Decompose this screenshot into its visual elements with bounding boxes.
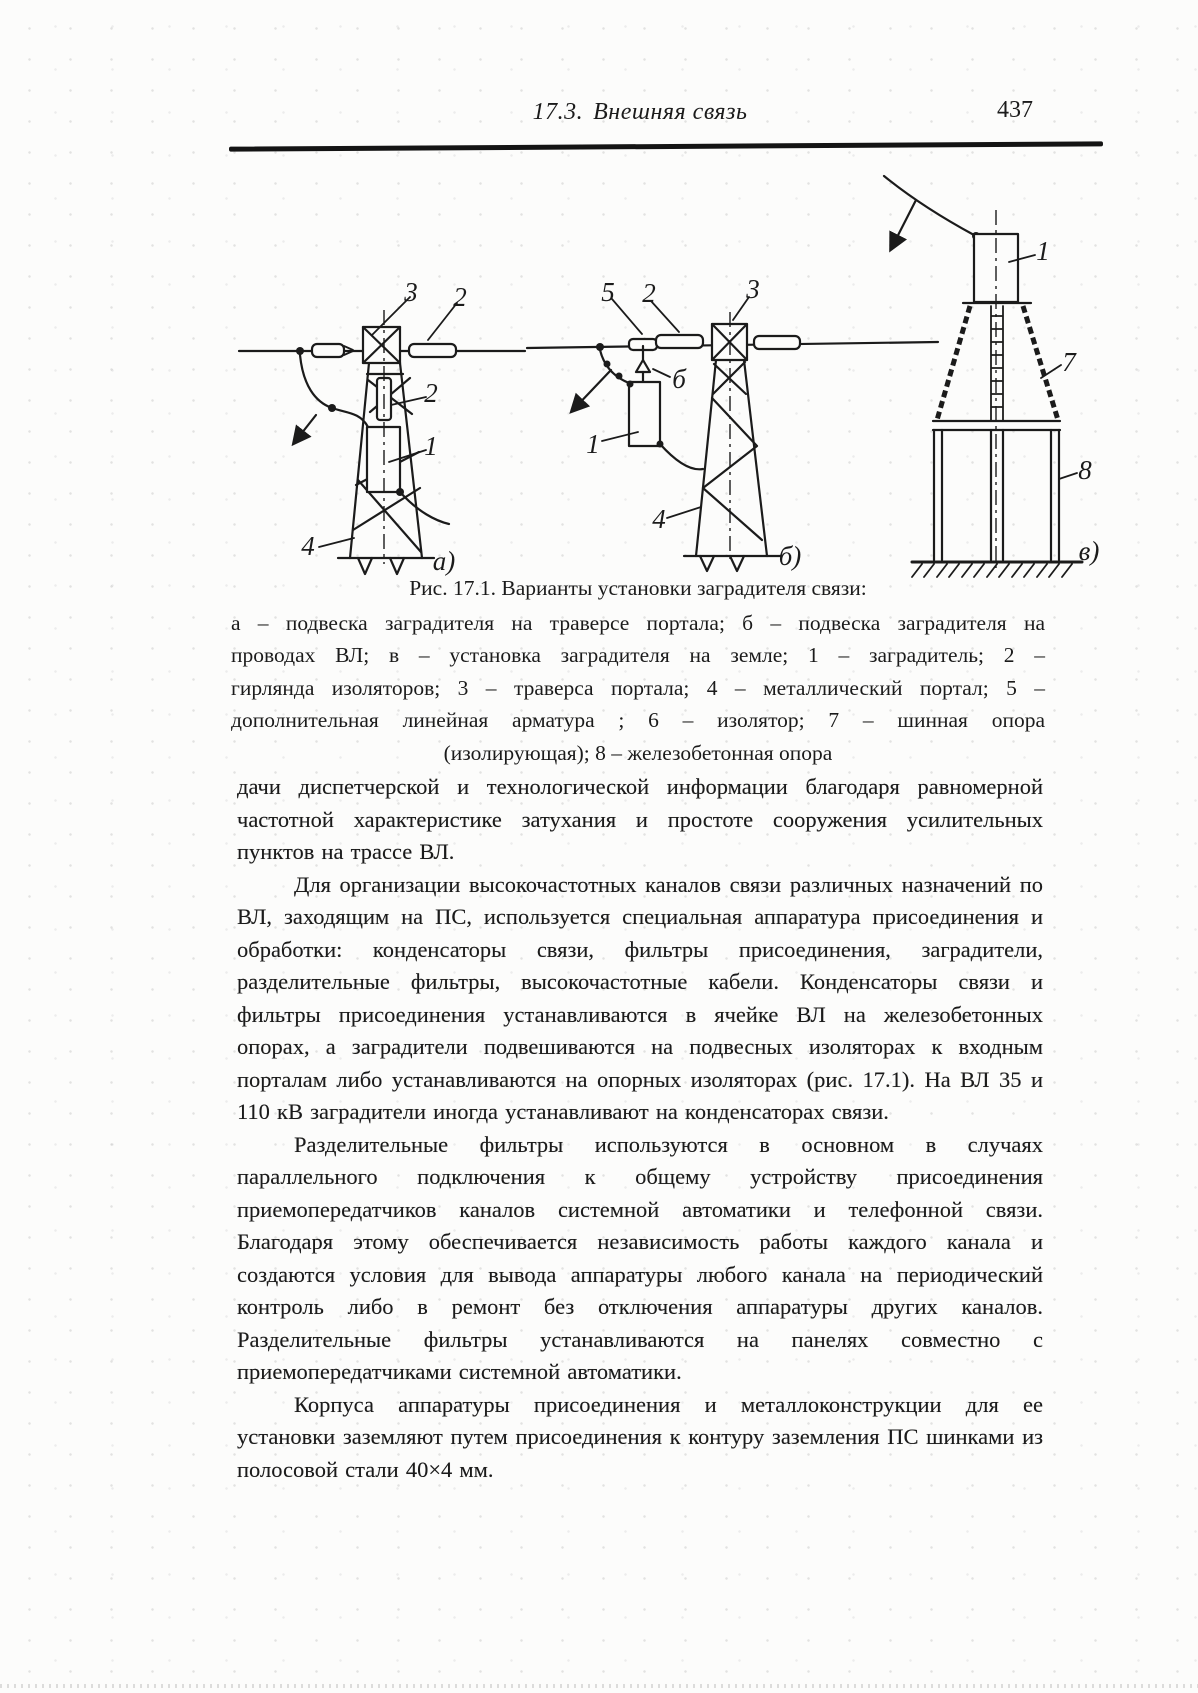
drawing-variant-a [239,297,525,574]
figure-label: 5 [601,277,615,307]
figure-caption-line: гирлянда изоляторов; 3 – траверса портала; 4 – металлический портал; 5 – [231,675,1045,700]
break-marks [700,556,744,571]
insulator-left [312,344,344,357]
body-paragraph: дачи диспетчерской и технологической информации благодаря равномерной частотной характеристике затухания и простоте сооружения усилительных пунктов на трассе ВЛ. [237,774,1043,864]
figure-label: 3 [746,274,760,304]
page-number: 437 [997,97,1033,123]
body-paragraph: Разделительные фильтры используются в основном в случаях параллельного подключения к общему устройству присоединения приемопередатчиков каналов системной автоматики и телефонной связи. Благодаря этому обеспечивается независимость работы каждого канала и создаются условия для вывода аппаратуры любого канала на периодический контроль либо в ремонт без отключения аппаратуры других каналов. Разделительные фильтры устанавливаются на панелях совместно с приемопередатчиками системной автоматики. [237,1131,1043,1384]
bus-support-right [1023,306,1058,420]
variant-a-label: а) [432,546,456,576]
line-trap-box [629,382,660,446]
insulator-left [656,335,703,348]
figure-label: 4 [301,531,315,561]
tower-lattice [703,362,762,540]
bus-support-left [937,306,970,420]
direction-arrow [891,200,916,249]
figure-label: 1 [586,429,600,459]
variant-v-label: в) [1078,536,1100,566]
insulator-right [754,336,800,349]
figure-label: 2 [424,378,438,408]
figure-label: 7 [1062,347,1076,377]
figure-caption-title: Рис. 17.1. Варианты установки заградителя связи: [409,576,867,600]
body-text [237,771,1043,1486]
tower-legs [696,360,767,556]
scan-edge-artifact [0,1684,1198,1688]
wire-node-dot [296,347,304,355]
running-header [237,99,1043,126]
body-paragraph: Для организации высокочастотных каналов связи различных назначений по ВЛ, заходящим на ПС, используется специальная аппаратура присоединения и обработки: конденсаторы связи, фильтры присоединения, заградители, разделительные фильтры, высокочастотные кабели. Конденсаторы связи и фильтры присоединения устанавливаются в ячейке ВЛ на железобетонных опорах, а заградители подвешиваются на подвесных изоляторах к входным порталам либо устанавливаются на опорных изоляторах (рис. 17.1). На ВЛ 35 и 110 кВ заградители иногда устанавливают на конденсаторах связи. [237,871,1043,1124]
figure-caption-line: а – подвеска заградителя на траверсе портала; б – подвеска заградителя на [231,610,1045,635]
figure-label: б [672,364,686,394]
variant-b-label: б) [778,541,802,571]
body-paragraph: Корпуса аппаратуры присоединения и металлоконструкции для ее установки заземляют путем присоединения к контуру заземления ПС шинками из полосовой стали 40×4 мм. [237,1391,1043,1482]
drawing-variant-v [884,176,1082,577]
figure-caption-line: (изолирующая); 8 – железобетонная опора [443,740,833,765]
figure-label: 2 [453,282,467,312]
section-number: 17.3. [532,99,584,125]
figure-label: 3 [404,277,418,307]
bus-support-column [991,306,1003,420]
figure-caption [231,572,1045,769]
figure-caption-line: дополнительная линейная арматура ; 6 – изолятор; 7 – шинная опора [231,708,1045,732]
figure-label: 4 [652,504,666,534]
isolator-triangle [636,360,650,372]
direction-arrow [294,415,316,443]
figure-label: 1 [1036,236,1050,266]
figure-label: 2 [642,278,656,308]
insulator-right [409,344,456,357]
down-lead-arc [300,355,332,408]
figure-17-1-drawing [0,150,1198,580]
figure-label: 1 [424,431,438,461]
direction-arrow [572,370,611,411]
incoming-wire-arc [884,176,974,235]
figure-caption-line: проводах ВЛ; в – установка заградителя на земле; 1 – заградитель; 2 – [231,643,1045,667]
section-title: Внешняя связь [593,99,748,125]
figure-label: 8 [1078,455,1092,485]
